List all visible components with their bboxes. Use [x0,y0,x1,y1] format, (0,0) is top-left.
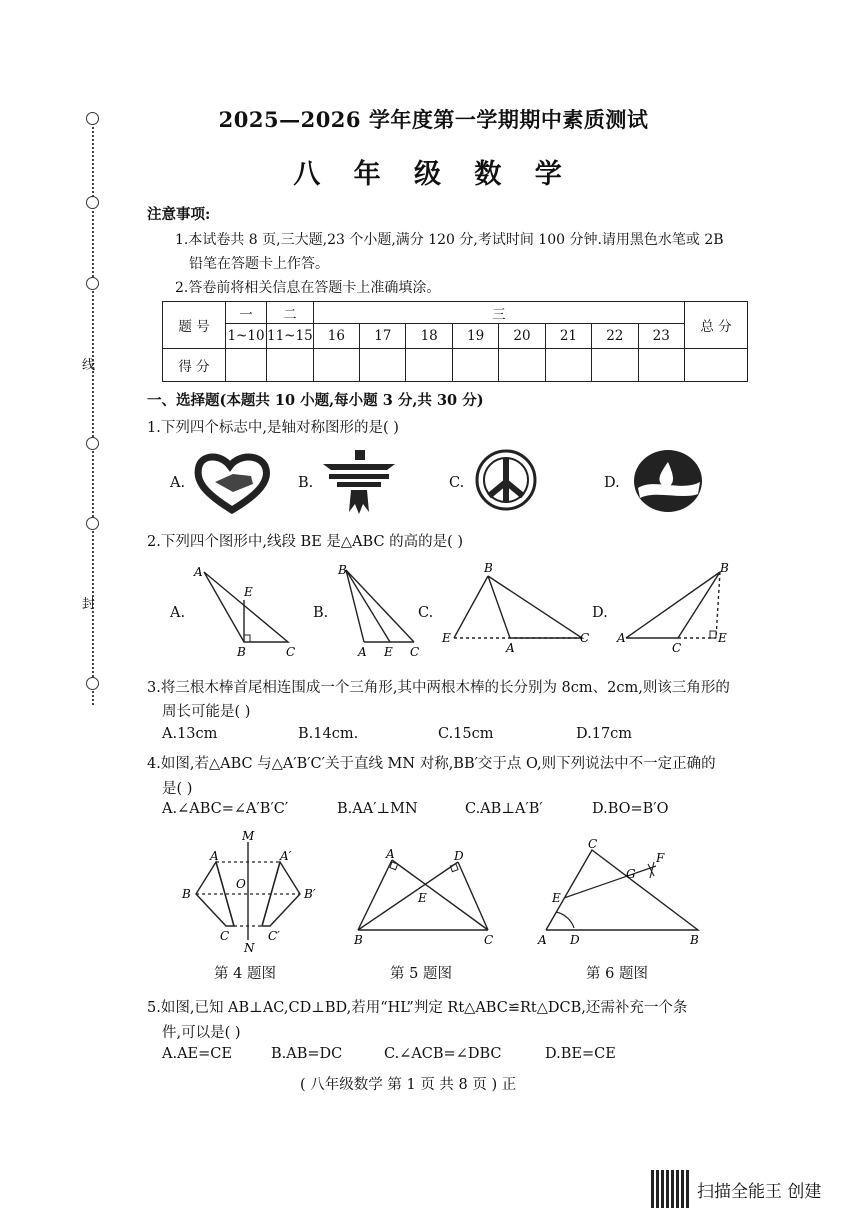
row-label-score: 得 分 [163,349,226,382]
q2-figure-a [192,564,300,658]
svg-text:A: A [506,641,515,655]
q3-stem: 3.将三根木棒首尾相连围成一个三角形,其中两根木棒的长分别为 8cm、2cm,则该三角形的 [147,680,730,696]
svg-text:E: E [442,631,451,645]
svg-text:G: G [626,867,636,881]
svg-text:B: B [237,645,246,658]
binding-hole [86,677,99,690]
q4-option-d[interactable]: D.BO=B′O [592,801,669,817]
svg-text:B: B [182,887,191,901]
notice-heading: 注意事项: [147,206,211,223]
svg-text:B′: B′ [304,887,316,901]
scanner-watermark: 扫描全能王 创建 [697,1182,822,1202]
svg-text:E: E [718,631,727,645]
score-cell[interactable] [360,349,406,382]
q4-option-c[interactable]: C.AB⊥A′B′ [465,801,543,817]
svg-text:C: C [672,641,682,655]
exam-title: 2025—2026 学年度第一学期期中素质测试 [218,107,649,132]
q3-option-a[interactable]: A.13cm [162,726,218,742]
drop-icon [632,448,704,514]
binding-hole [86,196,99,209]
svg-text:O: O [236,877,246,891]
svg-text:C: C [580,631,590,645]
section-1-heading: 一、选择题(本题共 10 小题,每小题 3 分,共 30 分) [147,392,484,409]
q4-option-a[interactable]: A.∠ABC=∠A′B′C′ [162,801,289,817]
q5-stem: 5.如图,已知 AB⊥AC,CD⊥BD,若用“HL”判定 Rt△ABC≌Rt△DCB,还需补充一个条 [147,1000,688,1016]
q1-option-d[interactable]: D. [604,475,620,491]
section-3-header: 三 [313,302,684,324]
range-cell: 21 [545,324,591,349]
svg-text:B: B [338,563,347,577]
peace-icon [474,448,538,512]
q4-stem: 4.如图,若△ABC 与△A′B′C′关于直线 MN 对称,BB′交于点 O,则下列说法中不一定正确的 [147,756,716,772]
notice-line-2: 2.答卷前将相关信息在答题卡上准确填涂。 [175,280,441,296]
score-cell[interactable] [406,349,452,382]
svg-text:B: B [720,562,729,575]
svg-text:A: A [538,933,547,947]
q1-option-a[interactable]: A. [170,475,186,491]
score-cell[interactable] [592,349,638,382]
range-cell: 18 [406,324,452,349]
range-cell: 16 [313,324,359,349]
svg-text:C: C [484,933,494,946]
q1-stem: 1.下列四个标志中,是轴对称图形的是( ) [147,420,399,436]
range-cell: 11~15 [267,324,314,349]
q4-figure-caption: 第 4 题图 [214,966,276,982]
range-cell: 20 [499,324,545,349]
svg-text:C: C [410,645,420,658]
margin-char-feng: 封 [82,597,96,612]
q2-figure-c [440,562,596,658]
page-footer: ( 八年级数学 第 1 页 共 8 页 ) 正 [300,1077,517,1093]
svg-text:C′: C′ [268,929,280,943]
q5-option-d[interactable]: D.BE=CE [545,1046,616,1062]
q2-option-d[interactable]: D. [592,605,608,621]
svg-text:B: B [690,933,699,947]
q2-figure-b [334,562,424,658]
binding-hole [86,277,99,290]
q3-option-b[interactable]: B.14cm. [298,726,359,742]
svg-text:B: B [354,933,363,946]
score-cell[interactable] [638,349,684,382]
q3-option-d[interactable]: D.17cm [576,726,633,742]
q5-figure-caption: 第 5 题图 [390,966,452,982]
notice-line-1: 1.本试卷共 8 页,三大题,23 个小题,满分 120 分,考试时间 100 分钟.请用黑色水笔或 2B [175,232,724,248]
q6-figure-caption: 第 6 题图 [586,966,648,982]
margin-char-xian: 线 [82,358,96,373]
range-cell: 23 [638,324,684,349]
svg-text:A: A [210,849,219,863]
q4-figure [176,828,336,956]
total-score-cell[interactable] [685,349,748,382]
svg-text:M: M [242,829,255,843]
q5-figure [350,848,500,946]
range-cell: 17 [360,324,406,349]
qr-code-icon [651,1170,689,1208]
score-cell[interactable] [226,349,267,382]
q5-option-a[interactable]: A.AE=CE [162,1046,232,1062]
svg-text:N: N [244,941,255,955]
svg-text:D: D [454,849,464,863]
q5-stem-2: 件,可以是( ) [162,1025,241,1041]
score-cell[interactable] [267,349,314,382]
svg-text:E: E [384,645,393,658]
svg-text:A: A [358,645,367,658]
svg-text:E: E [552,891,561,905]
notice-line-1b: 铅笔在答题卡上作答。 [189,256,329,272]
svg-text:A: A [617,631,626,645]
q2-option-c[interactable]: C. [418,605,434,621]
q4-option-b[interactable]: B.AA′⊥MN [337,801,418,817]
svg-text:F: F [656,851,665,865]
svg-text:C: C [588,837,598,851]
eagle-icon [323,448,395,516]
svg-text:A′: A′ [280,849,292,863]
q4-stem-2: 是( ) [162,781,193,797]
section-2-header: 二 [267,302,314,324]
q2-option-b[interactable]: B. [313,605,329,621]
q1-option-c[interactable]: C. [449,475,465,491]
q3-stem-2: 周长可能是( ) [162,704,251,720]
q2-option-a[interactable]: A. [170,605,186,621]
range-cell: 22 [592,324,638,349]
svg-text:E: E [244,585,253,599]
row-label-question: 题 号 [163,302,226,349]
heart-hand-icon [193,452,271,514]
q2-figure-d [616,562,736,658]
range-cell: 1~10 [226,324,267,349]
svg-text:E: E [418,891,427,905]
q5-option-b[interactable]: B.AB=DC [271,1046,343,1062]
q2-stem: 2.下列四个图形中,线段 BE 是△ABC 的高的是( ) [147,534,464,550]
section-1-header: 一 [226,302,267,324]
svg-text:C: C [220,929,230,943]
score-cell[interactable] [545,349,591,382]
svg-text:D: D [570,933,580,947]
q1-option-b[interactable]: B. [298,475,314,491]
score-cell[interactable] [499,349,545,382]
total-label: 总 分 [685,302,748,349]
binding-hole [86,437,99,450]
score-table [162,301,748,382]
score-cell[interactable] [452,349,498,382]
exam-subject: 八 年 级 数 学 [293,159,574,190]
q6-figure [534,836,712,948]
range-cell: 19 [452,324,498,349]
svg-text:A: A [194,565,203,579]
svg-text:B: B [484,562,493,575]
score-cell[interactable] [313,349,359,382]
q3-option-c[interactable]: C.15cm [438,726,494,742]
q5-option-c[interactable]: C.∠ACB=∠DBC [384,1046,502,1062]
svg-text:C: C [286,645,296,658]
svg-text:A: A [386,848,395,861]
binding-hole [86,517,99,530]
